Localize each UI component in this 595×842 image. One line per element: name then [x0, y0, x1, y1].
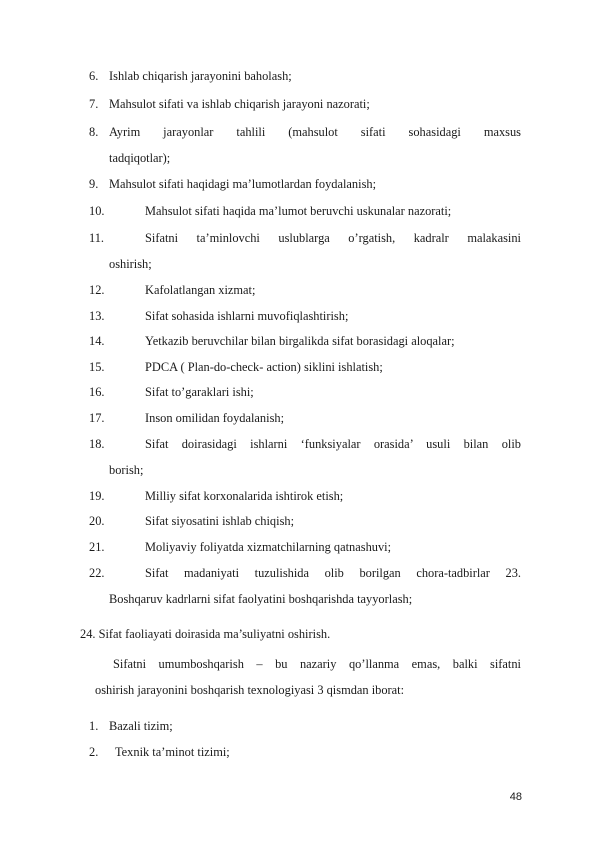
list-number: 16.: [89, 385, 105, 399]
list-number: 8.: [89, 125, 99, 139]
list-text: Sifat siyosatini ishlab chiqish;: [145, 514, 295, 528]
list-text-cont: borish;: [109, 463, 144, 477]
list-number: 7.: [89, 97, 99, 111]
list-number: 21.: [89, 540, 105, 554]
list-text: Sifatni ta’minlovchi uslublarga o’rgatish, kadralr malakasini: [145, 231, 521, 245]
list-number: 1.: [89, 719, 99, 733]
list-text: Sifat doirasidagi ishlarni ‘funksiyalar orasida’ usuli bilan olib: [145, 437, 521, 451]
list-number: 20.: [89, 514, 105, 528]
list-text-cont: Boshqaruv kadrlarni sifat faolyatini boshqarishda tayyorlash;: [109, 592, 413, 606]
paragraph-line-2: oshirish jarayonini boshqarish texnologiyasi 3 qismdan iborat:: [95, 683, 405, 697]
list-text: Sifat sohasida ishlarni muvofiqlashtirish;: [145, 309, 349, 323]
list-text: Sifat to’garaklari ishi;: [145, 385, 254, 399]
item-24-line: 24. Sifat faoliayati doirasida ma’suliyatni oshirish.: [80, 627, 331, 641]
list-number: 15.: [89, 360, 105, 374]
list-text-cont: tadqiqotlar);: [109, 151, 171, 165]
list-text: Mahsulot sifati haqida ma’lumot beruvchi uskunalar nazorati;: [145, 204, 452, 218]
list-text: Moliyaviy foliyatda xizmatchilarning qatnashuvi;: [145, 540, 392, 554]
list-number: 14.: [89, 334, 105, 348]
list-number: 6.: [89, 69, 99, 83]
paragraph-line-1: Sifatni umumboshqarish – bu nazariy qo’llanma emas, balki sifatni: [113, 657, 521, 671]
list-text: Inson omilidan foydalanish;: [145, 411, 285, 425]
list-number: 19.: [89, 489, 105, 503]
list-number: 10.: [89, 204, 105, 218]
list-text: Mahsulot sifati va ishlab chiqarish jarayoni nazorati;: [109, 97, 370, 111]
list-text: Kafolatlangan xizmat;: [145, 283, 256, 297]
list-number: 12.: [89, 283, 105, 297]
list-number: 9.: [89, 177, 99, 191]
list-number: 17.: [89, 411, 105, 425]
list-text: PDCA ( Plan-do-check- action) siklini ishlatish;: [145, 360, 383, 374]
list-text: Milliy sifat korxonalarida ishtirok etish;: [145, 489, 344, 503]
list-text: Ishlab chiqarish jarayonini baholash;: [109, 69, 292, 83]
list-text: Mahsulot sifati haqidagi ma’lumotlardan foydalanish;: [109, 177, 377, 191]
list-number: 22.: [89, 566, 105, 580]
list-text: Yetkazib beruvchilar bilan birgalikda sifat borasidagi aloqalar;: [145, 334, 455, 348]
page-number: 48: [509, 791, 522, 803]
list-number: 2.: [89, 745, 99, 759]
list-text: Ayrim jarayonlar tahlili (mahsulot sifati sohasidagi maxsus: [109, 125, 521, 139]
list-text: Sifat madaniyati tuzulishida olib borilgan chora-tadbirlar 23.: [145, 566, 521, 580]
list-text: Texnik ta’minot tizimi;: [109, 745, 230, 759]
list-number: 13.: [89, 309, 105, 323]
list-number: 11.: [89, 231, 105, 245]
list-number: 18.: [89, 437, 105, 451]
list-text: Bazali tizim;: [109, 719, 173, 733]
list-text-cont: oshirish;: [109, 257, 152, 271]
